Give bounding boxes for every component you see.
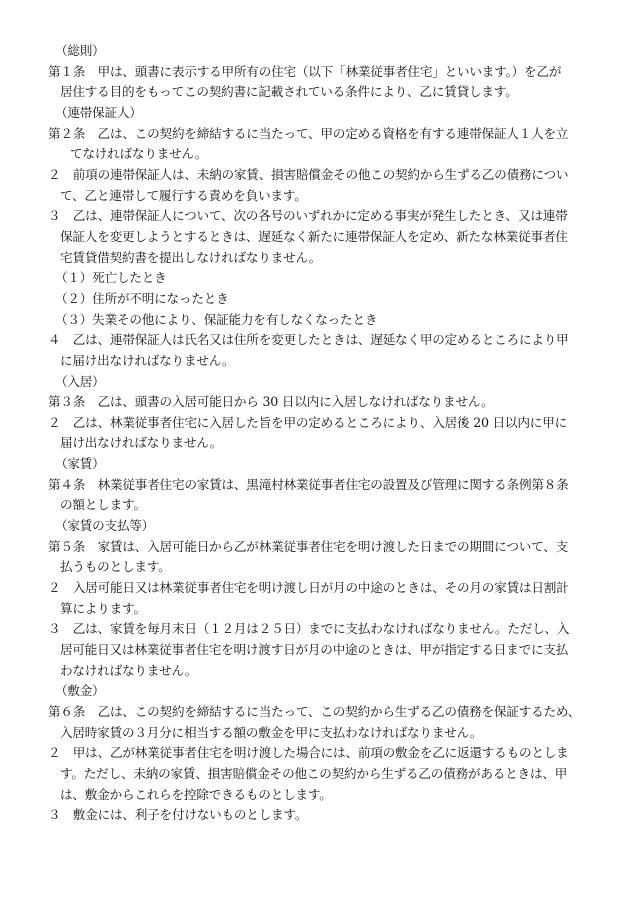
text-line: 第３条 乙は、頭書の入居可能日から 30 日以内に入居しなければなりません。 — [48, 394, 494, 410]
text-line: てなければなりません。 — [70, 146, 208, 162]
text-line: 第４条 林業従事者住宅の家賃は、黒滝村林業従事者住宅の設置及び管理に関する条例第８条 — [48, 476, 569, 492]
text-line: ２ 前項の連帯保証人は、未納の家賃、損害賠償金その他この契約から生ずる乙の債務につい — [48, 166, 569, 182]
section-heading: （総則） — [55, 43, 105, 58]
text-line: に届け出なければなりません。 — [60, 352, 235, 368]
text-line: 第２条 乙は、この契約を締結するに当たって、甲の定める資格を有する連帯保証人１人を立 — [48, 125, 569, 141]
text-line: 第１条 甲は、頭書に表示する甲所有の住宅（以下「林業従事者住宅」といいます。）を乙が — [48, 63, 562, 79]
document-body — [48, 41, 588, 826]
text-line: （１）死亡したとき — [55, 270, 167, 286]
text-line: 届け出なければなりません。 — [60, 435, 222, 451]
text-line: ４ 乙は、連帯保証人は氏名又は住所を変更したときは、遅延なく甲の定めるところにより甲 — [48, 332, 569, 348]
text-line: わなければなりません。 — [60, 662, 198, 678]
section-heading: （入居） — [55, 373, 105, 389]
section-heading: （連帯保証人） — [55, 104, 142, 120]
text-line: て、乙と連帯して履行する責めを負います。 — [60, 187, 307, 203]
text-line: 宅賃貸借契約書を提出しなければなりません。 — [60, 249, 322, 265]
text-line: （３）失業その他により、保証能力を有しなくなったとき — [55, 311, 378, 327]
text-line: 払うものとします。 — [60, 559, 171, 575]
text-line: は、敷金からこれらを控除できるものとします。 — [60, 786, 332, 802]
text-line: 居住する目的をもってこの契約書に記載されている条件により、乙に賃貸します。 — [60, 84, 518, 100]
text-line: ２ 乙は、林業従事者住宅に入居した旨を甲の定めるところにより、入居後 20 日以内に甲に — [48, 414, 567, 430]
section-heading: （敷金） — [55, 683, 105, 699]
text-line: 保証人を変更しようとするときは、遅延なく新たに連帯保証人を定め、新たな林業従事者住 — [60, 228, 568, 244]
text-line: ３ 乙は、家賃を毎月末日（１２月は２５日）までに支払わなければなりません。ただし、入 — [48, 621, 570, 637]
text-line: 第５条 家賃は、入居可能日から乙が林業従事者住宅を明け渡した日までの期間について、支 — [48, 538, 569, 554]
section-heading: （家賃） — [55, 456, 105, 472]
text-line: ２ 入居可能日又は林業従事者住宅を明け渡し日が月の中途のときは、その月の家賃は日割計 — [48, 580, 569, 596]
text-line: 居可能日又は林業従事者住宅を明け渡す日が月の中途のときは、甲が指定する日までに支払 — [60, 642, 569, 658]
section-heading: （家賃の支払等） — [55, 518, 155, 534]
text-line: ３ 敷金には、利子を付けないものとします。 — [48, 807, 308, 823]
text-line: す。ただし、未納の家賃、損害賠償金その他この契約から生ずる乙の債務があるときは、甲 — [60, 765, 568, 781]
text-line: の額とします。 — [60, 497, 146, 513]
text-line: ３ 乙は、連帯保証人について、次の各号のいずれかに定める事実が発生したとき、又は連帯 — [48, 208, 568, 224]
text-line: 入居時家賃の３月分に相当する額の敷金を甲に支払わなければなりません。 — [60, 724, 483, 740]
text-line: 算によります。 — [60, 600, 146, 616]
text-line: ２ 甲は、乙が林業従事者住宅を明け渡した場合には、前項の敷金を乙に返還するものとしま — [48, 745, 569, 761]
text-line: （２）住所が不明になったとき — [55, 290, 229, 306]
text-line: 第６条 乙は、この契約を締結するに当たって、この契約から生ずる乙の債務を保証するため、 — [48, 704, 581, 719]
